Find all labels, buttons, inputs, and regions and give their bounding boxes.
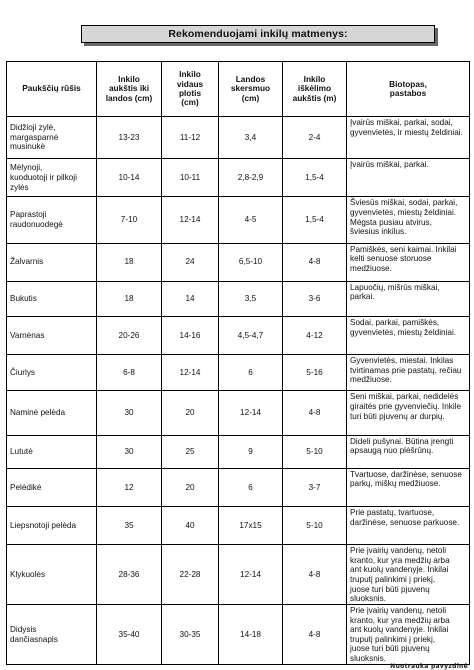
table-row bbox=[7, 605, 470, 665]
species-cell: Klykuolės bbox=[7, 545, 97, 605]
table-row bbox=[7, 506, 470, 544]
height-to-hole-cell: 12 bbox=[97, 468, 162, 506]
table-row bbox=[7, 243, 470, 281]
hole-diameter-cell: 9 bbox=[219, 435, 283, 468]
inner-width-cell: 12-14 bbox=[162, 197, 219, 243]
table-row bbox=[7, 317, 470, 355]
footer-caption: Nuotrauka pavyzdinė bbox=[390, 663, 468, 670]
biotope-notes-cell: Įvairūs miškai, parkai, sodai, gyvenvietės, ir miestų želdiniai. bbox=[347, 117, 470, 159]
height-to-hole-cell: 35 bbox=[97, 506, 162, 544]
hole-diameter-cell: 12-14 bbox=[219, 545, 283, 605]
height-to-hole-cell: 13-23 bbox=[97, 117, 162, 159]
height-to-hole-cell: 35-40 bbox=[97, 605, 162, 665]
height-to-hole-cell: 30 bbox=[97, 391, 162, 435]
nest-box-dimensions-table bbox=[6, 61, 470, 665]
inner-width-cell: 20 bbox=[162, 468, 219, 506]
species-cell: Mėlynoji, kuoduotoji ir pilkoji zylės bbox=[7, 159, 97, 197]
species-cell: Naminė pelėda bbox=[7, 391, 97, 435]
table-row bbox=[7, 281, 470, 316]
hole-diameter-cell: 4-5 bbox=[219, 197, 283, 243]
table-row bbox=[7, 545, 470, 605]
hole-diameter-cell: 4,5-4,7 bbox=[219, 317, 283, 355]
mounting-height-cell: 4-12 bbox=[283, 317, 347, 355]
biotope-notes-cell: Šviesūs miškai, sodai, parkai, gyvenvietės, miestų želdiniai. Mėgsta pusiau atvirus, šviesius inkilus. bbox=[347, 197, 470, 243]
mounting-height-cell: 4-8 bbox=[283, 391, 347, 435]
biotope-notes-cell: Dideli pušynai. Būtina įrengti apsaugą nuo plėšrūnų. bbox=[347, 435, 470, 468]
species-cell: Žalvarnis bbox=[7, 243, 97, 281]
header-hole-diameter: Landos skersmuo (cm) bbox=[219, 62, 283, 117]
header-species: Paukščių rūšis bbox=[7, 62, 97, 117]
height-to-hole-cell: 10-14 bbox=[97, 159, 162, 197]
table-row bbox=[7, 468, 470, 506]
biotope-notes-cell: Prie įvairių vandenų, netoli kranto, kur yra medžių arba ant kuolų vandenyje. Inkilai truputį palinkimi į priekį, juose turi būti pjuvenų sluoksnis. bbox=[347, 545, 470, 605]
mounting-height-cell: 3-6 bbox=[283, 281, 347, 316]
species-cell: Paprastoji raudonuodegė bbox=[7, 197, 97, 243]
hole-diameter-cell: 2,8-2,9 bbox=[219, 159, 283, 197]
header-mounting-height: Inkilo iškėlimo aukštis (m) bbox=[283, 62, 347, 117]
hole-diameter-cell: 12-14 bbox=[219, 391, 283, 435]
species-cell: Liepsnotoji pelėda bbox=[7, 506, 97, 544]
header-biotope-notes: Biotopas, pastabos bbox=[347, 62, 470, 117]
table-header-row bbox=[7, 62, 470, 117]
species-cell: Pelėdikė bbox=[7, 468, 97, 506]
height-to-hole-cell: 28-36 bbox=[97, 545, 162, 605]
height-to-hole-cell: 30 bbox=[97, 435, 162, 468]
biotope-notes-cell: Įvairūs miškai, parkai. bbox=[347, 159, 470, 197]
mounting-height-cell: 5-10 bbox=[283, 506, 347, 544]
table-row bbox=[7, 117, 470, 159]
hole-diameter-cell: 6,5-10 bbox=[219, 243, 283, 281]
species-cell: Lututė bbox=[7, 435, 97, 468]
hole-diameter-cell: 6 bbox=[219, 355, 283, 391]
biotope-notes-cell: Gyvenvietės, miestai. Inkilas tvirtinamas prie pastatų, rečiau medžiuose. bbox=[347, 355, 470, 391]
hole-diameter-cell: 3,4 bbox=[219, 117, 283, 159]
inner-width-cell: 25 bbox=[162, 435, 219, 468]
biotope-notes-cell: Pamiškės, seni kaimai. Inkilai kelti senuose storuose medžiuose. bbox=[347, 243, 470, 281]
mounting-height-cell: 4-8 bbox=[283, 605, 347, 665]
species-cell: Varnėnas bbox=[7, 317, 97, 355]
table-row bbox=[7, 197, 470, 243]
species-cell: Didžioji zylė, margasparnė musinukė bbox=[7, 117, 97, 159]
hole-diameter-cell: 3,5 bbox=[219, 281, 283, 316]
mounting-height-cell: 1,5-4 bbox=[283, 159, 347, 197]
biotope-notes-cell: Prie pastatų, tvartuose, daržinėse, senuose parkuose. bbox=[347, 506, 470, 544]
species-cell: Čiurlys bbox=[7, 355, 97, 391]
height-to-hole-cell: 18 bbox=[97, 243, 162, 281]
inner-width-cell: 14-16 bbox=[162, 317, 219, 355]
table-row bbox=[7, 391, 470, 435]
inner-width-cell: 22-28 bbox=[162, 545, 219, 605]
biotope-notes-cell: Prie įvairių vandenų, netoli kranto, kur yra medžių arba ant kuolų vandenyje. Inkilai truputį palinkimi į priekį, juose turi būti pjuvenų sluoksnis. bbox=[347, 605, 470, 665]
inner-width-cell: 20 bbox=[162, 391, 219, 435]
table-body bbox=[7, 117, 470, 665]
height-to-hole-cell: 7-10 bbox=[97, 197, 162, 243]
mounting-height-cell: 4-8 bbox=[283, 545, 347, 605]
biotope-notes-cell: Tvartuose, daržinėse, senuose parkų, miškų medžiuose. bbox=[347, 468, 470, 506]
height-to-hole-cell: 18 bbox=[97, 281, 162, 316]
inner-width-cell: 24 bbox=[162, 243, 219, 281]
mounting-height-cell: 4-8 bbox=[283, 243, 347, 281]
biotope-notes-cell: Seni miškai, parkai, nedidelės giraitės prie gyvenviečių. Inkile turi būti pjuvenų ar durpių. bbox=[347, 391, 470, 435]
hole-diameter-cell: 17x15 bbox=[219, 506, 283, 544]
hole-diameter-cell: 14-18 bbox=[219, 605, 283, 665]
inner-width-cell: 10-11 bbox=[162, 159, 219, 197]
mounting-height-cell: 1,5-4 bbox=[283, 197, 347, 243]
document-title: Rekomenduojami inkilų matmenys: bbox=[81, 25, 435, 43]
species-cell: Didysis dančiasnapis bbox=[7, 605, 97, 665]
mounting-height-cell: 3-7 bbox=[283, 468, 347, 506]
inner-width-cell: 11-12 bbox=[162, 117, 219, 159]
table-row bbox=[7, 159, 470, 197]
height-to-hole-cell: 20-26 bbox=[97, 317, 162, 355]
biotope-notes-cell: Sodai, parkai, pamiškės, gyvenvietės, miestų želdiniai. bbox=[347, 317, 470, 355]
header-height-to-hole: Inkilo aukštis iki landos (cm) bbox=[97, 62, 162, 117]
table-row bbox=[7, 435, 470, 468]
table-row bbox=[7, 355, 470, 391]
species-cell: Bukutis bbox=[7, 281, 97, 316]
height-to-hole-cell: 6-8 bbox=[97, 355, 162, 391]
hole-diameter-cell: 6 bbox=[219, 468, 283, 506]
inner-width-cell: 14 bbox=[162, 281, 219, 316]
biotope-notes-cell: Lapuočių, mišrūs miškai, parkai. bbox=[347, 281, 470, 316]
header-inner-width: Inkilo vidaus plotis (cm) bbox=[162, 62, 219, 117]
mounting-height-cell: 5-16 bbox=[283, 355, 347, 391]
mounting-height-cell: 5-10 bbox=[283, 435, 347, 468]
mounting-height-cell: 2-4 bbox=[283, 117, 347, 159]
inner-width-cell: 12-14 bbox=[162, 355, 219, 391]
inner-width-cell: 30-35 bbox=[162, 605, 219, 665]
inner-width-cell: 40 bbox=[162, 506, 219, 544]
